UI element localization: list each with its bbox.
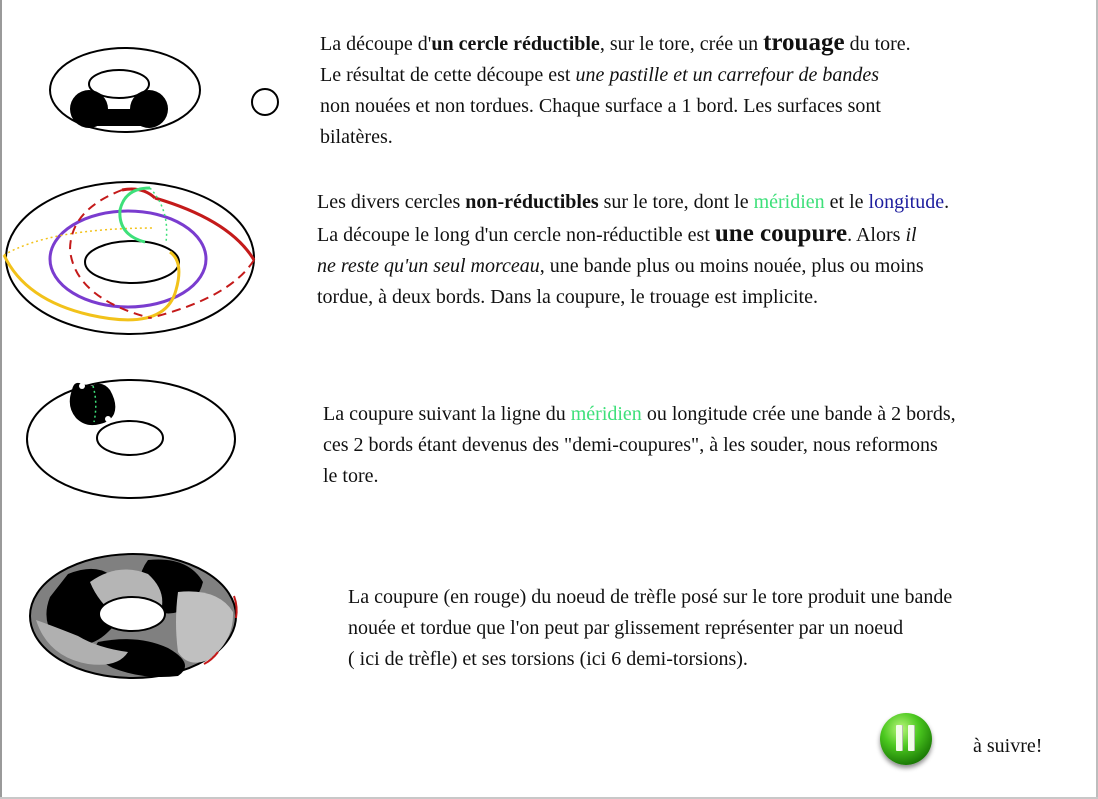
text-line: La coupure (en rouge) du noeud de trèfle posé sur le tore produit une bande [348, 586, 953, 608]
torus-hole [85, 241, 179, 283]
trefoil-torus-figure [28, 552, 243, 684]
reducible-circle-text [320, 27, 911, 153]
meridian-circle-green [120, 188, 150, 242]
text-line: tordue, à deux bords. Dans la coupure, le trouage est implicite. [317, 286, 818, 308]
torus-meridian-cut-figure [22, 378, 242, 506]
next-button[interactable] [880, 713, 932, 765]
pause-icon [896, 725, 916, 751]
band-crossing [70, 90, 168, 128]
cut-notch [105, 416, 111, 422]
torus-non-reducible-circles-figure [0, 180, 262, 342]
torus-outline [27, 380, 235, 498]
text-line: La coupure suivant la ligne du méridien ou longitude crée une bande à 2 bords, [323, 403, 956, 425]
torus-hole [97, 421, 163, 455]
text-line: La découpe d'un cercle réductible, sur le tore, crée un trouage du tore. [320, 29, 911, 56]
text-line: La découpe le long d'un cercle non-réductible est une coupure. Alors il [317, 220, 917, 247]
text-line: ne reste qu'un seul morceau, une bande plus ou moins nouée, plus ou moins [317, 255, 924, 277]
text-line: bilatères. [320, 126, 393, 148]
longitude-circle-violet [50, 211, 206, 307]
text-line: Le résultat de cette découpe est une pastille et un carrefour de bandes [320, 64, 880, 86]
text-line: ces 2 bords étant devenus des "demi-coupures", à les souder, nous reformons [323, 434, 938, 456]
cut-notch [79, 383, 85, 389]
text-line: le tore. [323, 465, 379, 487]
disk-pastille [252, 89, 278, 115]
left-frame-line [0, 0, 2, 799]
text-line: ( ici de trèfle) et ses torsions (ici 6 demi-torsions). [348, 648, 748, 670]
yellow-circle [4, 252, 179, 320]
text-line: non nouées et non tordues. Chaque surface a 1 bord. Les surfaces sont [320, 95, 881, 117]
text-line: Les divers cercles non-réductibles sur le tore, dont le méridien et le longitude. [317, 191, 950, 213]
non-reducible-circles-text [317, 187, 949, 313]
trefoil-cut-text [348, 582, 952, 675]
text-line: nouée et tordue que l'on peut par glissement représenter par un noeud [348, 617, 904, 639]
next-label[interactable]: à suivre! [973, 735, 1043, 757]
meridian-cut-text [323, 399, 956, 492]
torus-reducible-cut-figure [45, 40, 290, 140]
torus-outline [6, 182, 254, 334]
torus-hole [99, 597, 165, 631]
